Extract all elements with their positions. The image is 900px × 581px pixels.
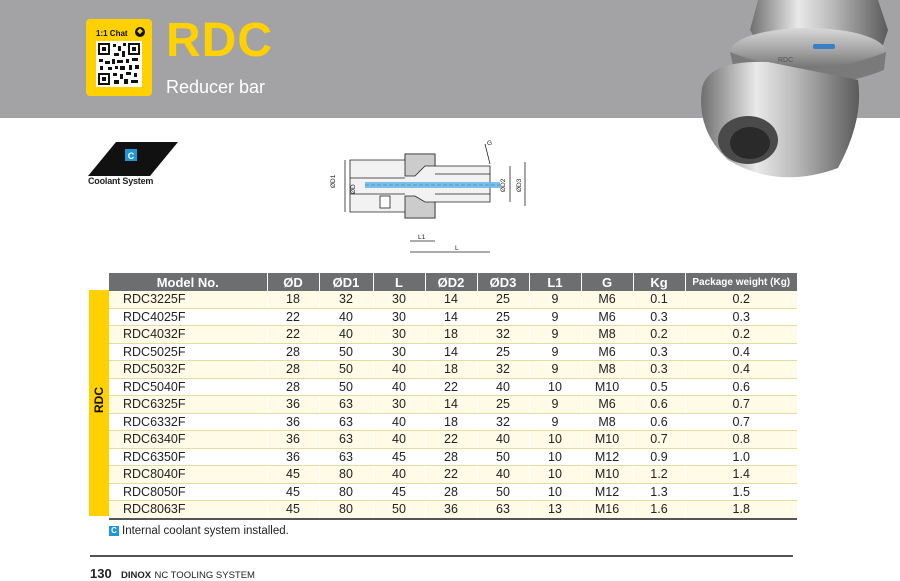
col-header-d: ØD <box>267 273 319 291</box>
series-side-label: RDC <box>92 387 106 413</box>
table-cell: 1.2 <box>633 466 685 484</box>
col-header-d1: ØD1 <box>319 273 373 291</box>
table-cell: 13 <box>529 501 581 519</box>
table-cell: 50 <box>319 378 373 396</box>
table-cell: 30 <box>373 396 425 414</box>
reducer-bar-product-image <box>688 0 900 190</box>
table-cell: 32 <box>477 326 529 344</box>
table-cell: M6 <box>581 291 633 308</box>
table-cell: 36 <box>267 396 319 414</box>
coolant-note <box>109 525 289 537</box>
svg-text:C: C <box>127 151 135 161</box>
table-cell: 0.3 <box>633 308 685 326</box>
table-cell: 36 <box>267 413 319 431</box>
table-cell: M8 <box>581 326 633 344</box>
table-cell: M6 <box>581 343 633 361</box>
table-row <box>109 308 797 326</box>
table-cell: 50 <box>477 448 529 466</box>
table-cell: M10 <box>581 431 633 449</box>
col-header-package-weight: Package weight (Kg) <box>685 273 797 291</box>
table-cell: 10 <box>529 466 581 484</box>
svg-text:RDC: RDC <box>778 57 794 64</box>
table-cell: 32 <box>319 291 373 308</box>
table-cell: 0.8 <box>685 431 797 449</box>
table-cell: 18 <box>425 361 477 379</box>
table-cell: 10 <box>529 448 581 466</box>
table-cell: 30 <box>373 291 425 308</box>
table-cell: 0.9 <box>633 448 685 466</box>
table-cell: 1.8 <box>685 501 797 519</box>
model-number-cell: RDC4025F <box>109 308 267 326</box>
table-cell: M10 <box>581 466 633 484</box>
table-cell: 22 <box>267 326 319 344</box>
table-cell: 9 <box>529 343 581 361</box>
table-cell: 0.6 <box>685 378 797 396</box>
table-cell: 10 <box>529 431 581 449</box>
qr-caption: 1:1 Chat <box>96 29 128 38</box>
table-cell: 40 <box>477 378 529 396</box>
page-subtitle: Reducer bar <box>166 77 266 97</box>
table-header-row <box>109 273 797 291</box>
table-cell: 40 <box>373 431 425 449</box>
table-cell: 30 <box>373 343 425 361</box>
table-cell: 28 <box>425 448 477 466</box>
table-cell: 0.2 <box>685 326 797 344</box>
specification-table <box>109 273 797 520</box>
table-cell: 18 <box>425 326 477 344</box>
table-cell: 22 <box>425 466 477 484</box>
model-number-cell: RDC6332F <box>109 413 267 431</box>
table-cell: 25 <box>477 396 529 414</box>
table-cell: 0.2 <box>633 326 685 344</box>
col-header-d3: ØD3 <box>477 273 529 291</box>
technical-drawing <box>330 140 535 255</box>
table-row <box>109 326 797 344</box>
table-cell: M16 <box>581 501 633 519</box>
table-cell: 45 <box>373 448 425 466</box>
table-cell: M12 <box>581 483 633 501</box>
table-row <box>109 413 797 431</box>
col-header-l: L <box>373 273 425 291</box>
table-cell: 18 <box>425 413 477 431</box>
table-row <box>109 448 797 466</box>
table-cell: 25 <box>477 343 529 361</box>
table-cell: 22 <box>267 308 319 326</box>
page-number: 130 <box>90 566 112 581</box>
table-row <box>109 431 797 449</box>
col-header-d2: ØD2 <box>425 273 477 291</box>
table-cell: 28 <box>425 483 477 501</box>
table-cell: M8 <box>581 361 633 379</box>
table-cell: 1.3 <box>633 483 685 501</box>
table-cell: 9 <box>529 413 581 431</box>
table-cell: 0.3 <box>633 361 685 379</box>
footer-system: NC TOOLING SYSTEM <box>154 570 255 581</box>
table-cell: 32 <box>477 413 529 431</box>
table-cell: 10 <box>529 483 581 501</box>
footer-divider <box>90 555 793 557</box>
table-row <box>109 378 797 396</box>
table-cell: 1.6 <box>633 501 685 519</box>
qr-code-icon <box>96 41 142 87</box>
table-cell: 80 <box>319 501 373 519</box>
coolant-note-text: Internal coolant system installed. <box>122 525 289 537</box>
model-number-cell: RDC4032F <box>109 326 267 344</box>
model-number-cell: RDC6340F <box>109 431 267 449</box>
table-cell: 14 <box>425 396 477 414</box>
model-number-cell: RDC8050F <box>109 483 267 501</box>
label-L1: L1 <box>418 234 426 241</box>
table-row <box>109 466 797 484</box>
model-number-cell: RDC5025F <box>109 343 267 361</box>
label-G: G <box>487 140 493 147</box>
table-cell: 28 <box>267 361 319 379</box>
table-cell: M10 <box>581 378 633 396</box>
table-cell: 63 <box>319 396 373 414</box>
table-cell: 40 <box>373 361 425 379</box>
label-D1: ØD1 <box>330 174 337 188</box>
table-cell: 1.0 <box>685 448 797 466</box>
table-cell: 18 <box>267 291 319 308</box>
table-cell: 0.7 <box>685 413 797 431</box>
table-cell: 32 <box>477 361 529 379</box>
table-cell: 0.6 <box>633 396 685 414</box>
table-cell: 63 <box>319 413 373 431</box>
table-row <box>109 483 797 501</box>
model-number-cell: RDC8040F <box>109 466 267 484</box>
table-cell: 40 <box>477 431 529 449</box>
page-footer <box>90 566 255 581</box>
model-number-cell: RDC6325F <box>109 396 267 414</box>
label-D2: ØD2 <box>500 178 507 192</box>
coolant-system-badge <box>88 142 178 176</box>
series-side-tab <box>89 290 109 516</box>
header-band <box>0 0 900 118</box>
coolant-c-icon: C <box>109 526 119 536</box>
table-cell: 22 <box>425 378 477 396</box>
table-cell: 28 <box>267 343 319 361</box>
table-cell: 30 <box>373 308 425 326</box>
table-cell: 45 <box>267 483 319 501</box>
table-cell: 28 <box>267 378 319 396</box>
table-cell: 36 <box>267 431 319 449</box>
table-cell: 9 <box>529 396 581 414</box>
table-cell: 10 <box>529 378 581 396</box>
table-cell: 9 <box>529 326 581 344</box>
table-cell: 0.3 <box>685 308 797 326</box>
table-cell: 40 <box>373 378 425 396</box>
table-cell: 45 <box>267 466 319 484</box>
label-D3: ØD3 <box>516 178 523 192</box>
col-header-l1: L1 <box>529 273 581 291</box>
table-cell: M12 <box>581 448 633 466</box>
table-cell: 80 <box>319 483 373 501</box>
table-cell: 50 <box>319 361 373 379</box>
table-row <box>109 396 797 414</box>
model-number-cell: RDC6350F <box>109 448 267 466</box>
table-cell: 1.5 <box>685 483 797 501</box>
table-cell: M6 <box>581 308 633 326</box>
table-cell: 0.5 <box>633 378 685 396</box>
model-number-cell: RDC5032F <box>109 361 267 379</box>
col-header-kg: Kg <box>633 273 685 291</box>
table-cell: 1.4 <box>685 466 797 484</box>
col-header-model: Model No. <box>109 273 267 291</box>
table-row <box>109 501 797 519</box>
table-cell: 0.4 <box>685 343 797 361</box>
table-cell: M8 <box>581 413 633 431</box>
table-cell: 45 <box>373 483 425 501</box>
coolant-system-label: Coolant System <box>88 176 154 186</box>
col-header-g: G <box>581 273 633 291</box>
table-cell: 36 <box>267 448 319 466</box>
table-cell: 40 <box>319 308 373 326</box>
chat-icon: ◆ <box>135 27 145 37</box>
table-cell: 0.6 <box>633 413 685 431</box>
table-cell: 63 <box>477 501 529 519</box>
table-cell: 40 <box>373 466 425 484</box>
table-cell: 14 <box>425 291 477 308</box>
page-title: RDC <box>166 14 273 67</box>
table-row <box>109 361 797 379</box>
table-cell: 50 <box>319 343 373 361</box>
label-D: ØD <box>350 184 357 194</box>
table-cell: 25 <box>477 291 529 308</box>
table-cell: 0.7 <box>633 431 685 449</box>
table-cell: 50 <box>373 501 425 519</box>
table-cell: 0.1 <box>633 291 685 308</box>
table-row <box>109 343 797 361</box>
table-cell: 0.2 <box>685 291 797 308</box>
table-cell: 0.3 <box>633 343 685 361</box>
table-cell: 40 <box>319 326 373 344</box>
model-number-cell: RDC8063F <box>109 501 267 519</box>
table-cell: M6 <box>581 396 633 414</box>
table-cell: 25 <box>477 308 529 326</box>
table-cell: 36 <box>425 501 477 519</box>
table-cell: 14 <box>425 308 477 326</box>
model-number-cell: RDC3225F <box>109 291 267 308</box>
table-cell: 40 <box>477 466 529 484</box>
table-cell: 9 <box>529 291 581 308</box>
table-cell: 9 <box>529 361 581 379</box>
table-row <box>109 291 797 308</box>
table-cell: 9 <box>529 308 581 326</box>
table-cell: 22 <box>425 431 477 449</box>
table-cell: 63 <box>319 448 373 466</box>
table-cell: 14 <box>425 343 477 361</box>
label-L: L <box>455 245 459 252</box>
table-cell: 40 <box>373 413 425 431</box>
table-cell: 50 <box>477 483 529 501</box>
table-cell: 0.4 <box>685 361 797 379</box>
table-cell: 30 <box>373 326 425 344</box>
model-number-cell: RDC5040F <box>109 378 267 396</box>
qr-code-badge[interactable] <box>86 19 152 96</box>
table-cell: 63 <box>319 431 373 449</box>
table-cell: 80 <box>319 466 373 484</box>
footer-brand: DINOX <box>121 570 152 581</box>
table-cell: 45 <box>267 501 319 519</box>
table-cell: 0.7 <box>685 396 797 414</box>
